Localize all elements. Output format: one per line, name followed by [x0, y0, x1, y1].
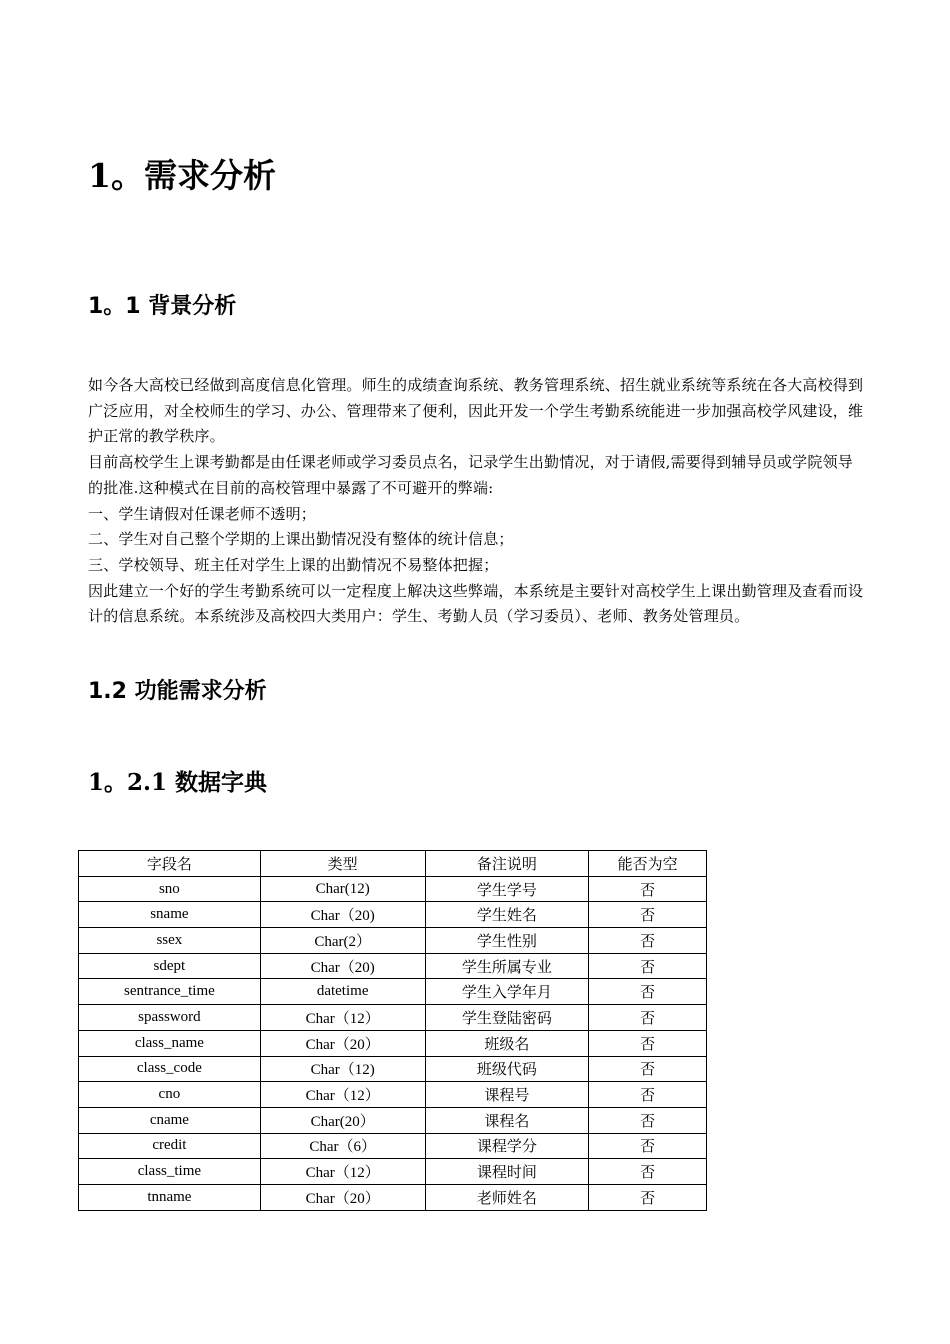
- table-row: [79, 1082, 707, 1108]
- cell-type: Char（12）: [260, 1082, 425, 1108]
- cell-field: class_name: [79, 1030, 261, 1056]
- cell-field: sname: [79, 902, 261, 928]
- cell-nullable: 否: [589, 1056, 707, 1082]
- cell-field: spassword: [79, 1005, 261, 1031]
- table-row: [79, 1184, 707, 1210]
- cell-field: cno: [79, 1082, 261, 1108]
- cell-remark: 课程号: [425, 1082, 589, 1108]
- cell-field: credit: [79, 1133, 261, 1159]
- table-row: [79, 1005, 707, 1031]
- cell-nullable: 否: [589, 1133, 707, 1159]
- cell-field: class_time: [79, 1159, 261, 1185]
- cell-type: datetime: [260, 979, 425, 1005]
- cell-remark: 学生学号: [425, 876, 589, 902]
- paragraph-current-situation: 目前高校学生上课考勤都是由任课老师或学习委员点名，记录学生出勤情况，对于请假,需要得到辅导员或学院领导的批准.这种模式在目前的高校管理中暴露了不可避开的弊端:: [88, 453, 853, 497]
- heading-background-analysis: 1。1 背景分析: [88, 294, 237, 319]
- table-row: [79, 902, 707, 928]
- cell-type: Char(12): [260, 876, 425, 902]
- cell-remark: 课程时间: [425, 1159, 589, 1185]
- cell-nullable: 否: [589, 1005, 707, 1031]
- paragraph-drawback-2: 二、学生对自己整个学期的上课出勤情况没有整体的统计信息；: [88, 530, 514, 549]
- header-field-name: 字段名: [79, 851, 261, 877]
- cell-remark: 班级名: [425, 1030, 589, 1056]
- cell-nullable: 否: [589, 876, 707, 902]
- table-row: [79, 1159, 707, 1185]
- paragraph-conclusion: 因此建立一个好的学生考勤系统可以一定程度上解决这些弊端，本系统是主要针对高校学生上课出勤管理及查看而设计的信息系统。本系统涉及高校四大类用户：学生、考勤人员（学习委员）、老师、教务处管理员。: [88, 581, 864, 626]
- cell-remark: 老师姓名: [425, 1184, 589, 1210]
- header-remark: 备注说明: [425, 851, 589, 877]
- cell-nullable: 否: [589, 928, 707, 954]
- table-row: [79, 1133, 707, 1159]
- table-row: [79, 1056, 707, 1082]
- cell-type: Char（12): [260, 1056, 425, 1082]
- cell-nullable: 否: [589, 979, 707, 1005]
- table-row: [79, 953, 707, 979]
- paragraph-intro: 如今各大高校已经做到高度信息化管理。师生的成绩查询系统、教务管理系统、招生就业系统等系统在各大高校得到广泛应用，对全校师生的学习、办公、管理带来了便利，因此开发一个学生考勤系统能进一步加强高校学风建设，维护正常的教学秩序。: [88, 376, 864, 446]
- cell-remark: 学生姓名: [425, 902, 589, 928]
- cell-type: Char（12）: [260, 1159, 425, 1185]
- heading-function-analysis: 1.2 功能需求分析: [88, 679, 267, 704]
- cell-type: Char（20): [260, 953, 425, 979]
- cell-remark: 课程学分: [425, 1133, 589, 1159]
- heading-requirements-analysis: 1。需求分析: [88, 156, 276, 195]
- cell-remark: 班级代码: [425, 1056, 589, 1082]
- table-header-row: [79, 851, 707, 877]
- table-row: [79, 876, 707, 902]
- cell-field: sentrance_time: [79, 979, 261, 1005]
- cell-type: Char(2）: [260, 928, 425, 954]
- cell-type: Char(20）: [260, 1107, 425, 1133]
- heading-data-dictionary: 1。2.1 数据字典: [88, 769, 268, 796]
- table-row: [79, 1030, 707, 1056]
- cell-nullable: 否: [589, 1159, 707, 1185]
- cell-nullable: 否: [589, 953, 707, 979]
- cell-remark: 学生所属专业: [425, 953, 589, 979]
- table-row: [79, 1107, 707, 1133]
- cell-nullable: 否: [589, 1030, 707, 1056]
- cell-type: Char（20）: [260, 1184, 425, 1210]
- table-row: [79, 928, 707, 954]
- paragraph-drawback-3: 三、学校领导、班主任对学生上课的出勤情况不易整体把握；: [88, 555, 499, 574]
- cell-type: Char（6）: [260, 1133, 425, 1159]
- table-row: [79, 979, 707, 1005]
- cell-field: sno: [79, 876, 261, 902]
- cell-nullable: 否: [589, 1184, 707, 1210]
- cell-nullable: 否: [589, 1082, 707, 1108]
- cell-nullable: 否: [589, 1107, 707, 1133]
- cell-field: tnname: [79, 1184, 261, 1210]
- cell-nullable: 否: [589, 902, 707, 928]
- cell-field: ssex: [79, 928, 261, 954]
- header-nullable: 能否为空: [589, 851, 707, 877]
- cell-field: class_code: [79, 1056, 261, 1082]
- cell-remark: 课程名: [425, 1107, 589, 1133]
- cell-field: cname: [79, 1107, 261, 1133]
- header-type: 类型: [260, 851, 425, 877]
- data-dictionary-table: [78, 850, 707, 1211]
- cell-type: Char（20）: [260, 1030, 425, 1056]
- cell-remark: 学生性别: [425, 928, 589, 954]
- background-body: [88, 373, 868, 630]
- cell-remark: 学生入学年月: [425, 979, 589, 1005]
- cell-type: Char（20): [260, 902, 425, 928]
- paragraph-drawback-1: 一、学生请假对任课老师不透明；: [88, 504, 317, 523]
- cell-type: Char（12）: [260, 1005, 425, 1031]
- cell-remark: 学生登陆密码: [425, 1005, 589, 1031]
- cell-field: sdept: [79, 953, 261, 979]
